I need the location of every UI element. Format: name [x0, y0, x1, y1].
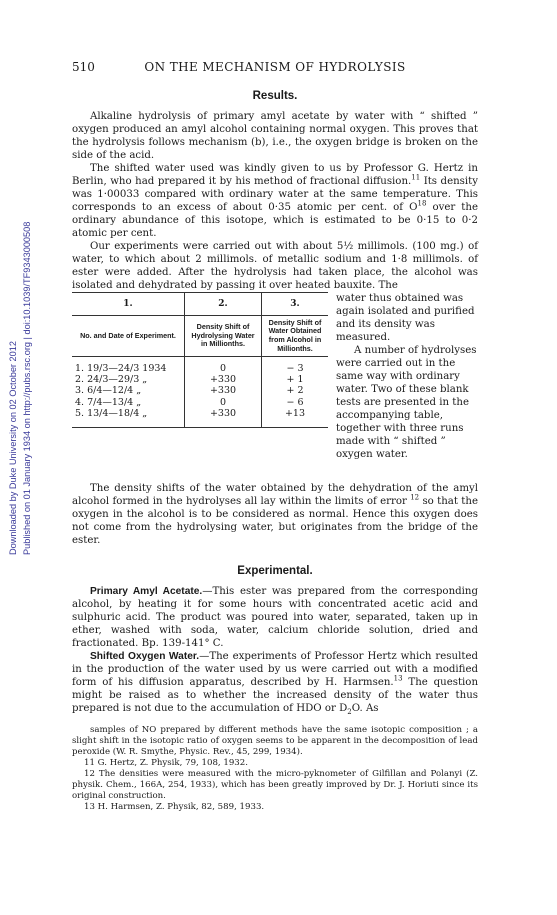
- table-row: 5. 13/4—18/4 „ +330 +13: [72, 408, 328, 428]
- results-paragraph-2: The shifted water used was kindly given to us by Professor G. Hertz in Berlin, who had prepared it by his method of fractional diffusion.$^{11}$ Its density was 1·00033 compared with ordinary water at the same temperature. This corresponds to an excess of about 0·35 atomic per cent. of $O^{18}$ over the ordinary abundance of this isotope, which is estimated to be 0·15 to 0·2 atomic per cent.: [72, 163, 478, 239]
- footnote-11: 11 G. Hertz, Z. Physik, 79, 108, 1932.: [84, 758, 248, 768]
- col-header-experiment: No. and Date of Experiment.: [72, 316, 185, 357]
- footnote-ref: 11: [411, 173, 421, 182]
- footnote-continuation: samples of NO prepared by different methods have the same isotopic composition ; a slight shift in the isotopic ratio of oxygen seems to be apparent in the decomposition of lead peroxide (W. R. Smythe, Physic. Rev., 45, 299, 1934).: [72, 725, 478, 757]
- sidebar-watermark: [2, 175, 34, 555]
- experimental-paragraph-2: Shifted Oxygen Water.—The experiments of Professor Hertz which resulted in the production of the water used by us were carried out with a modified form of his diffusion apparatus, described by H. Harmsen.$^{13}$ The question might be raised as to whether the increased density of the water thus prepared is not due to the accumulation of HDO or $D_2O$. As: [72, 651, 479, 717]
- footnote-ref: 13: [393, 674, 403, 683]
- publication-notice[interactable]: Published on 01 January 1934 on http://pubs.rsc.org | doi:10.1039/TF9343000508: [22, 221, 32, 555]
- table-row: 4. 7/4—13/4 „ 0 − 6: [72, 397, 328, 408]
- experimental-heading: Experimental.: [237, 565, 313, 577]
- wrap-text: [336, 292, 478, 461]
- results-heading: Results.: [252, 90, 298, 102]
- running-title: ON THE MECHANISM OF HYDROLYSIS: [144, 60, 406, 74]
- table-row: 3. 6/4—12/4 „ +330 + 2: [72, 385, 328, 396]
- page-body: [72, 60, 478, 813]
- download-notice[interactable]: Downloaded by Duke University on 02 October 2012: [8, 341, 18, 555]
- col-number-1: 1.: [72, 293, 185, 316]
- results-paragraph-1: Alkaline hydrolysis of primary amyl acetate by water with “ shifted ” oxygen produced an amyl alcohol containing normal oxygen. This proves that the hydrolysis follows mechanism (b), i.e., the oxygen bridge is broken on the side of the acid.: [72, 111, 478, 161]
- wrap-text-1: water thus obtained was again isolated and purified and its density was measured.: [336, 293, 475, 343]
- footnote-13: 13 H. Harmsen, Z. Physik, 82, 589, 1933.: [84, 802, 265, 812]
- density-table: [72, 292, 328, 428]
- page-number: 510: [72, 60, 95, 74]
- col-number-3: 3.: [262, 293, 329, 316]
- table-row: 1. 19/3—24/3 1934 0 − 3: [72, 363, 328, 374]
- col-number-2: 2.: [185, 293, 262, 316]
- col-header-obtained: Density Shift of Water Obtained from Alcohol in Millionths.: [262, 316, 329, 357]
- results-paragraph-4: The density shifts of the water obtained by the dehydration of the amyl alcohol formed in the hydrolyses all lay within the limits of error $^{12}$ so that the oxygen in the alcohol is to be considered as normal. Hence this oxygen does not come from the hydrolysing water, but originates from the bridge of the ester.: [72, 483, 478, 546]
- wrap-text-2: A number of hydrolyses were carried out in the same way with ordinary water. Two of these blank tests are presented in the accompanying table, together with three runs made with “ shifted ” oxygen water.: [336, 345, 477, 460]
- footnote-12: 12 The densities were measured with the micro-pyknometer of Gilfillan and Polanyi (Z. physik. Chem., 166A, 254, 1933), which has been greatly improved by Dr. J. Horiuti since its original construction.: [72, 769, 478, 801]
- table-row: 2. 24/3—29/3 „ +330 + 1: [72, 374, 328, 385]
- footnote-ref: 12: [410, 493, 420, 502]
- experimental-paragraph-1: Primary Amyl Acetate.—This ester was prepared from the corresponding alcohol, by heating it for some hours with concentrated acetic acid and sulphuric acid. The product was poured into water, separated, taken up in ether, washed with soda, water, calcium chloride solution, dried and fractionated. Bp. 139-141° C.: [72, 586, 478, 649]
- col-header-hydrolysing: Density Shift of Hydrolysing Water in Millionths.: [185, 316, 262, 357]
- table-and-wrap-text: [72, 292, 478, 482]
- results-paragraph-3: Our experiments were carried out with about 5½ millimols. (100 mg.) of water, to which about 2 millimols. of metallic sodium and 1·8 millimols. of ester were added. After the hydrolysis had taken place, the alcohol was isolated and dehydrated by passing it over heated bauxite. The: [72, 241, 478, 291]
- isotope-superscript: 18: [417, 199, 427, 208]
- running-header: [72, 60, 478, 78]
